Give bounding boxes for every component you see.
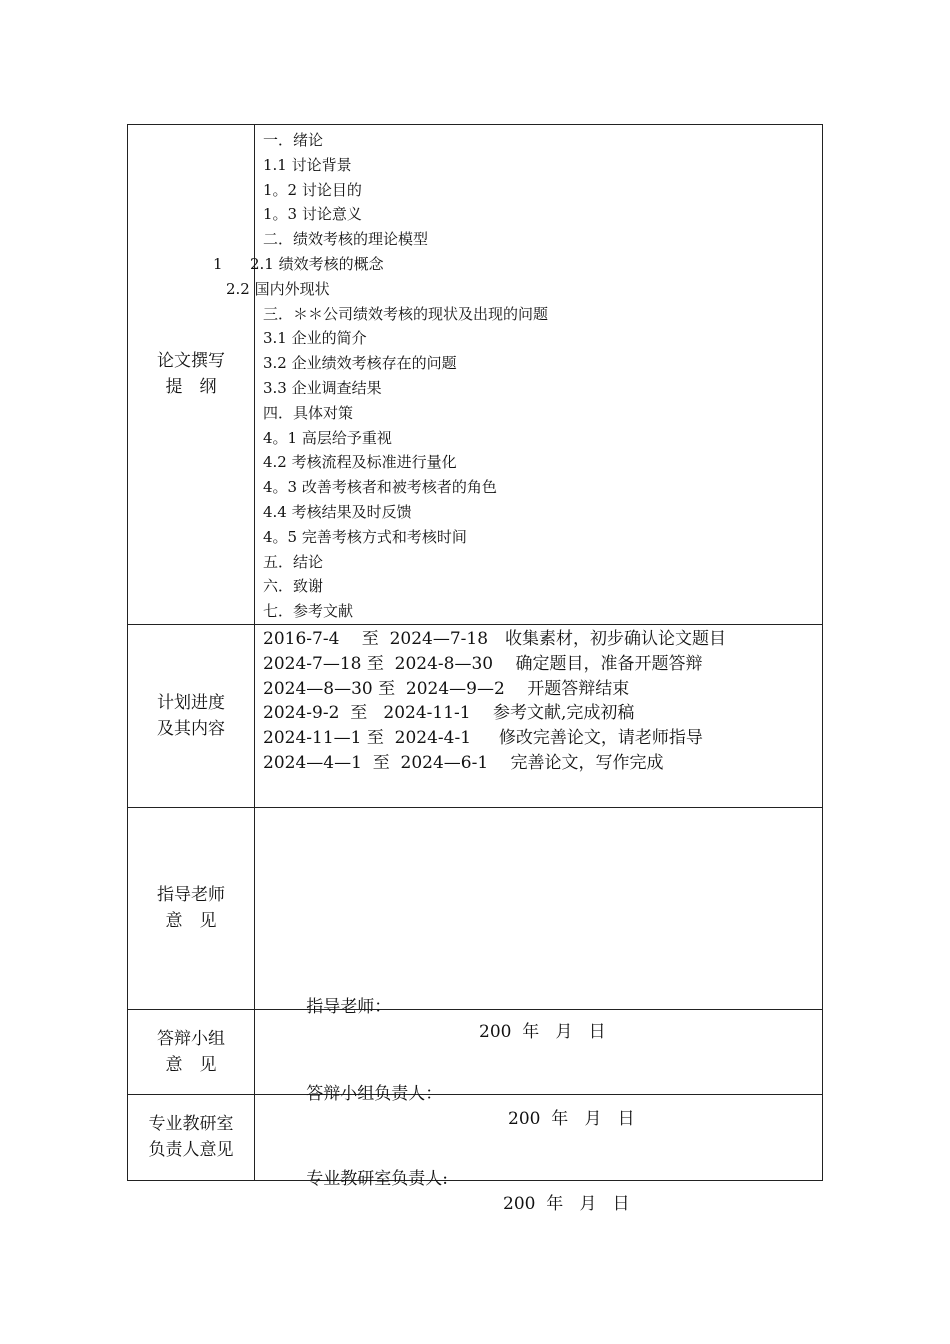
outline-item: 1。3 讨论意义 [263, 205, 362, 224]
plan-item: 2024-7—18 至 2024-8—30 确定题目，准备开题答辩 [263, 653, 703, 674]
outline-item: 4。3 改善考核者和被考核者的角色 [263, 478, 497, 497]
advisor-label-line2: 意 见 [165, 911, 217, 932]
committee-label-line1: 答辩小组 [157, 1028, 225, 1049]
outline-item: 一．绪论 [263, 131, 324, 149]
plan-label-line2: 及其内容 [157, 718, 225, 739]
committee-row [128, 1009, 823, 1094]
committee-content [255, 1009, 823, 1129]
outline-item: 4。1 高层给予重视 [263, 428, 392, 447]
outline-item: 四．具体对策 [263, 403, 354, 422]
advisor-label-line1: 指导老师 [157, 885, 225, 906]
outline-item: 五．结论 [263, 552, 324, 571]
plan-list [255, 625, 822, 776]
plan-item: 2024—8—30 至 2024—9—2 开题答辩结束 [263, 678, 630, 699]
committee-label-line2: 意 见 [165, 1054, 217, 1075]
outline-item: 三．＊＊公司绩效考核的现状及出现的问题 [263, 304, 549, 323]
outline-item: 3.3 企业调查结果 [263, 378, 382, 397]
outline-list [213, 125, 822, 624]
outline-item: 3.2 企业绩效考核存在的问题 [263, 354, 457, 373]
outline-item: 1。2 讨论目的 [263, 180, 362, 199]
office-signature-line [263, 1144, 630, 1229]
outline-label-line2: 提 纲 [165, 377, 217, 398]
plan-label [128, 624, 255, 807]
advisor-row [128, 807, 823, 1009]
advisor-label [128, 807, 255, 1009]
advisor-content [255, 807, 823, 1042]
plan-item: 2024-11—1 至 2024-4-1 修改完善论文，请老师指导 [263, 728, 703, 749]
plan-row [128, 624, 823, 807]
outline-item-text: 2.1 绩效考核的概念 [250, 254, 384, 273]
plan-item: 2016-7-4 至 2024—7-18 收集素材，初步确认论文题目 [263, 628, 727, 649]
office-row [128, 1094, 823, 1180]
advisor-signature-label: 指导老师： [306, 996, 392, 1017]
committee-date: 200 年 月 日 [508, 1108, 635, 1129]
advisor-date: 200 年 月 日 [479, 1021, 606, 1042]
thesis-form-table [127, 124, 823, 1214]
outline-item: 六．致谢 [263, 577, 324, 596]
plan-content [255, 624, 823, 807]
outline-item: 4.4 考核结果及时反馈 [263, 502, 412, 521]
outline-item: 4.2 考核流程及标准进行量化 [263, 453, 457, 472]
outline-label-line1: 论文撰写 [157, 351, 225, 372]
outline-item [213, 252, 822, 277]
outline-item: 1.1 讨论背景 [263, 155, 352, 174]
outline-item: 3.1 企业的简介 [263, 329, 367, 348]
plan-item: 2024—4—1 至 2024—6-1 完善论文，写作完成 [263, 752, 664, 773]
outline-label [128, 125, 255, 625]
outline-stray-number: 1 [213, 254, 223, 273]
office-label-line2: 负责人意见 [148, 1140, 234, 1161]
office-date: 200 年 月 日 [503, 1193, 630, 1214]
committee-label [128, 1009, 255, 1094]
outline-content [213, 125, 823, 625]
outline-item: 七．参考文献 [263, 602, 354, 621]
outline-item: 4。5 完善考核方式和考核时间 [263, 527, 467, 546]
office-label-line1: 专业教研室 [148, 1114, 234, 1135]
committee-signature-label: 答辩小组负责人： [306, 1083, 443, 1104]
outline-item: 2.2 国内外现状 [226, 279, 330, 298]
plan-label-line1: 计划进度 [157, 692, 225, 713]
outline-item: 二．绩效考核的理论模型 [263, 230, 429, 249]
office-content [255, 1094, 823, 1214]
outline-row [128, 125, 823, 625]
office-label [128, 1094, 255, 1180]
plan-item: 2024-9-2 至 2024-11-1 参考文献,完成初稿 [263, 703, 635, 724]
office-signature-label: 专业教研室负责人: [306, 1168, 448, 1189]
